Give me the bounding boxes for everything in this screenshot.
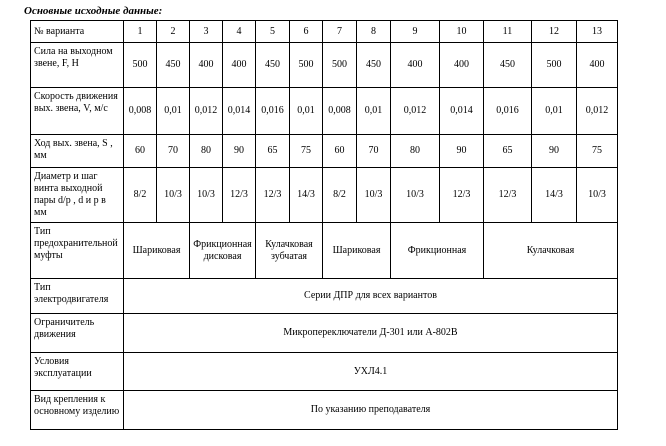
force-cell: 500	[532, 43, 577, 88]
clutch-group: Кулачковая зубчатая	[256, 223, 323, 279]
screw-cell: 12/3	[223, 168, 256, 223]
variant-cell: 2	[157, 21, 190, 43]
screw-cell: 10/3	[577, 168, 618, 223]
force-label: Сила на выходном звене, F, Н	[31, 43, 124, 88]
speed-cell: 0,008	[124, 88, 157, 135]
force-cell: 450	[357, 43, 391, 88]
speed-cell: 0,016	[256, 88, 290, 135]
force-cell: 400	[440, 43, 484, 88]
variants-row	[31, 21, 618, 43]
force-cell: 400	[190, 43, 223, 88]
speed-cell: 0,01	[290, 88, 323, 135]
screw-cell: 10/3	[391, 168, 440, 223]
stroke-cell: 70	[157, 135, 190, 168]
stroke-cell: 65	[256, 135, 290, 168]
stroke-cell: 60	[323, 135, 357, 168]
clutch-group: Фрикционная	[391, 223, 484, 279]
variant-cell: 4	[223, 21, 256, 43]
force-cell: 500	[124, 43, 157, 88]
variant-cell: 10	[440, 21, 484, 43]
limiter-value: Микропереключатели Д-301 или А-802В	[124, 314, 618, 353]
force-cell: 450	[484, 43, 532, 88]
screw-cell: 10/3	[190, 168, 223, 223]
speed-cell: 0,016	[484, 88, 532, 135]
screw-cell: 10/3	[157, 168, 190, 223]
clutch-group: Шариковая	[323, 223, 391, 279]
variant-cell: 5	[256, 21, 290, 43]
variant-cell: 8	[357, 21, 391, 43]
motor-label: Тип электродвигателя	[31, 279, 124, 314]
force-cell: 450	[256, 43, 290, 88]
stroke-cell: 65	[484, 135, 532, 168]
screw-cell: 8/2	[124, 168, 157, 223]
variant-cell: 9	[391, 21, 440, 43]
screw-label: Диаметр и шаг винта выходной пары d/p , d и p в мм	[31, 168, 124, 223]
clutch-group: Кулачковая	[484, 223, 618, 279]
parameters-table	[30, 20, 618, 430]
motor-row	[31, 279, 618, 314]
screw-cell: 10/3	[357, 168, 391, 223]
force-cell: 450	[157, 43, 190, 88]
speed-cell: 0,008	[323, 88, 357, 135]
stroke-cell: 60	[124, 135, 157, 168]
stroke-cell: 90	[532, 135, 577, 168]
conditions-value: УХЛ4.1	[124, 353, 618, 391]
screw-cell: 14/3	[290, 168, 323, 223]
mounting-value: По указанию преподавателя	[124, 391, 618, 430]
clutch-group: Фрикционная дисковая	[190, 223, 256, 279]
force-cell: 400	[391, 43, 440, 88]
force-cell: 500	[323, 43, 357, 88]
force-cell: 400	[223, 43, 256, 88]
clutch-row	[31, 223, 618, 279]
stroke-label: Ход вых. звена, S , мм	[31, 135, 124, 168]
stroke-cell: 90	[440, 135, 484, 168]
motor-value: Серии ДПР для всех вариантов	[124, 279, 618, 314]
page-heading: Основные исходные данные:	[24, 5, 163, 17]
stroke-cell: 90	[223, 135, 256, 168]
force-cell: 400	[577, 43, 618, 88]
speed-cell: 0,01	[532, 88, 577, 135]
force-cell: 500	[290, 43, 323, 88]
screw-cell: 14/3	[532, 168, 577, 223]
speed-cell: 0,012	[190, 88, 223, 135]
variant-cell: 12	[532, 21, 577, 43]
screw-cell: 12/3	[256, 168, 290, 223]
stroke-cell: 80	[190, 135, 223, 168]
screw-cell: 8/2	[323, 168, 357, 223]
speed-cell: 0,012	[391, 88, 440, 135]
conditions-row	[31, 353, 618, 391]
limiter-label: Ограничитель движения	[31, 314, 124, 353]
stroke-cell: 75	[577, 135, 618, 168]
speed-label: Скорость движения вых. звена, V, м/с	[31, 88, 124, 135]
speed-row	[31, 88, 618, 135]
mounting-label: Вид крепления к основному изделию	[31, 391, 124, 430]
clutch-group: Шариковая	[124, 223, 190, 279]
limiter-row	[31, 314, 618, 353]
screw-row	[31, 168, 618, 223]
conditions-label: Условия эксплуатации	[31, 353, 124, 391]
mounting-row	[31, 391, 618, 430]
variant-cell: 6	[290, 21, 323, 43]
screw-cell: 12/3	[440, 168, 484, 223]
variant-cell: 13	[577, 21, 618, 43]
speed-cell: 0,01	[157, 88, 190, 135]
variant-cell: 11	[484, 21, 532, 43]
screw-cell: 12/3	[484, 168, 532, 223]
variant-cell: 1	[124, 21, 157, 43]
speed-cell: 0,014	[440, 88, 484, 135]
variant-cell: 7	[323, 21, 357, 43]
stroke-row	[31, 135, 618, 168]
variant-label: № варианта	[31, 21, 124, 43]
stroke-cell: 75	[290, 135, 323, 168]
speed-cell: 0,012	[577, 88, 618, 135]
speed-cell: 0,014	[223, 88, 256, 135]
speed-cell: 0,01	[357, 88, 391, 135]
force-row	[31, 43, 618, 88]
clutch-label: Тип предохранительной муфты	[31, 223, 124, 279]
stroke-cell: 80	[391, 135, 440, 168]
variant-cell: 3	[190, 21, 223, 43]
stroke-cell: 70	[357, 135, 391, 168]
